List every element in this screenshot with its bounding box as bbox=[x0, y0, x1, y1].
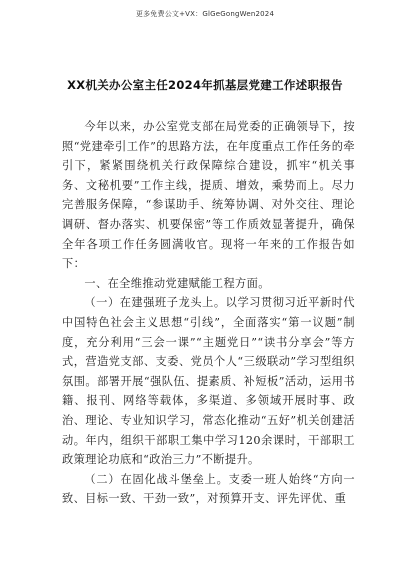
document-title: XX机关办公室主任2024年抓基层党建工作述职报告 bbox=[67, 78, 343, 92]
document-body bbox=[62, 117, 355, 509]
paragraph-1-1: （一）在建强班子龙头上。以学习贯彻习近平新时代中国特色社会主义思想“引线”，全面落实“第一议题”制度，充分利用“三会一课”“主题党日”“读书分享会”等方式，营造党支部、支委、党员个人“三级联动”学习型组织氛围。部署开展“强队伍、提素质、补短板”活动，运用书籍、报刊、网络等载体，多渠道、多领域开展时事、政治、理论、专业知识学习，常态化推动“五好”机关创建活动。年内，组织干部职工集中学习120余课时，干部职工政策理论功底和“政治三力”不断提升。 bbox=[62, 296, 355, 467]
header-note: 更多免费公文+VX：GlGeGongWen2024 bbox=[135, 10, 275, 18]
section-heading-1: 一、在全维推动党建赋能工程方面。 bbox=[84, 276, 270, 290]
paragraph-intro: 今年以来，办公室党支部在局党委的正确领导下，按照“党建牵引工作”的思路方法，在年度重点工作任务的牵引下，紧紧围绕机关行政保障综合建设，抓牢“机关事务、文秘机要”工作主线，提质、增效，乘势而上。尽力完善服务保障，“参谋助手、统筹协调、对外交往、理论调研、督办落实、机要保密”等工作质效显著提升，确保全年各项工作任务圆满收官。现将一年来的工作报告如下： bbox=[62, 120, 355, 271]
paragraph-1-2: （二）在固化战斗堡垒上。支委一班人始终“方向一致、目标一致、干劲一致”，对预算开支、评先评优、重 bbox=[62, 472, 355, 506]
